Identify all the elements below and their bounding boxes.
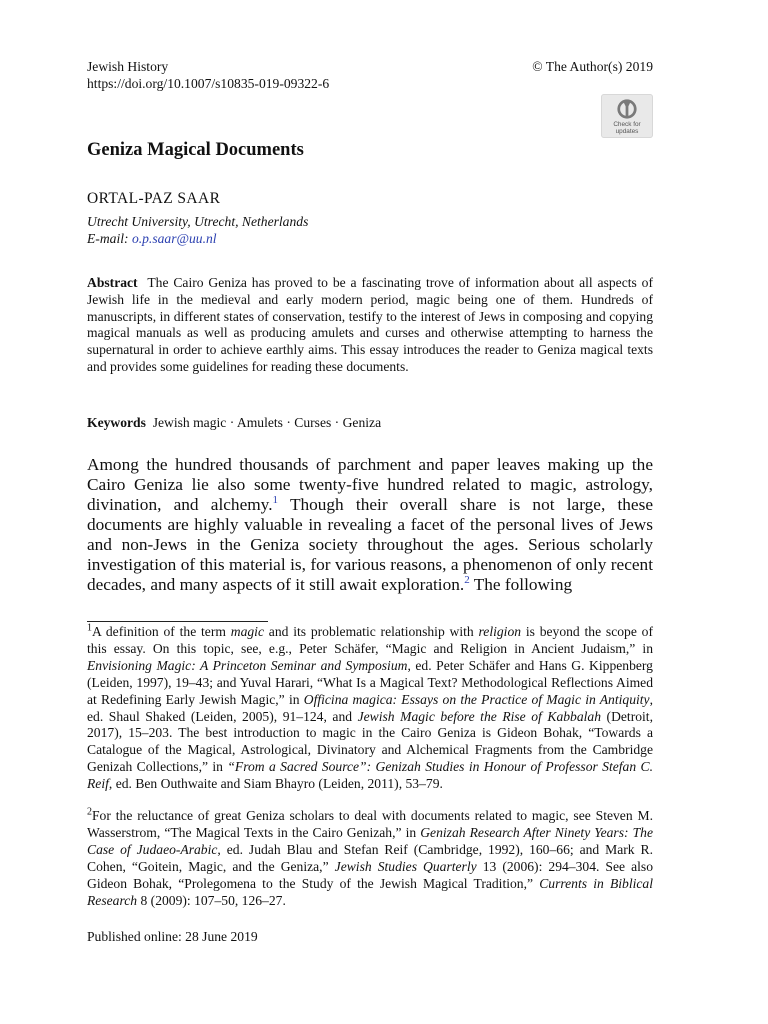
- footnote-text: , ed. Ben Outhwaite and Siam Bhayro (Leiden, 2011), 53–79.: [108, 776, 443, 792]
- body-text-3: The following: [469, 575, 573, 594]
- footnote-italic: Officina magica: Essays on the Practice of Magic in Antiquity: [303, 691, 650, 707]
- doi-link[interactable]: https://doi.org/10.1007/s10835-019-09322-6: [87, 76, 330, 91]
- footnote-text: , ed. Judah Blau and Stefan Reif (Cambridge, 1992), 160–66; and Mark R. Cohen, “Goitein, Magic, and the Geniza,”: [87, 841, 653, 874]
- footnote-text: is beyond the scope of this essay. On this topic, see, e.g., Peter Schäfer, “Magic and Religion in Ancient Judaism,” in: [87, 624, 653, 656]
- email-link[interactable]: o.p.saar@uu.nl: [131, 231, 217, 246]
- author-affiliation: Utrecht University, Utrecht, Netherlands: [87, 214, 309, 229]
- publication-date: Published online: 28 June 2019: [87, 929, 258, 944]
- footnote-text: , ed. Peter Schäfer and Hans G. Kippenberg (Leiden, 1997), 19–43; and Yuval Harari, “What Is a Magical Text? Methodological Reflections Aimed at Redefining Early Jewish Magic,” in: [87, 657, 653, 707]
- footnote-italic: Jewish Magic before the Rise of Kabbalah: [357, 708, 602, 724]
- email-label: E-mail:: [87, 231, 132, 246]
- footnote-number: 1: [87, 622, 92, 634]
- footnote-italic: Envisioning Magic: A Princeton Seminar and Symposium: [87, 657, 408, 673]
- abstract-label: Abstract: [87, 275, 138, 290]
- footnote-1: [87, 624, 653, 793]
- footnote-italic: religion: [478, 624, 522, 639]
- footnote-text: (Detroit, 2017), 15–203. The best introduction to magic in the Cairo Geniza is Gideon Bohak, “Towards a Catalogue of the Magical, Astrological, Divinatory and Alchemical Fragments from the Cambridge Genizah Collections,” in: [87, 708, 653, 775]
- article-title: Geniza Magical Documents: [87, 140, 304, 160]
- footnote-italic: magic: [230, 624, 264, 639]
- footnote-text: 13 (2006): 294–304. See also Gideon Bohak, “Prolegomena to the Study of the Jewish Magical Tradition,”: [87, 858, 654, 891]
- footnote-italic: Jewish Studies Quarterly: [334, 858, 477, 874]
- footnote-ref-2[interactable]: 2: [464, 574, 470, 587]
- article-page: [87, 0, 653, 1024]
- footnote-ref-1[interactable]: 1: [272, 494, 279, 507]
- footnote-divider: [87, 621, 268, 622]
- body-paragraph: [87, 455, 653, 595]
- footnote-italic: “From a Sacred Source”: Genizah Studies in Honour of Professor Stefan C. Reif: [87, 759, 653, 792]
- keywords-list: Jewish magic · Amulets · Curses · Geniza: [152, 415, 382, 430]
- copyright-notice: © The Author(s) 2019: [532, 59, 653, 74]
- abstract-text: The Cairo Geniza has proved to be a fascinating trove of information about all aspects of Jewish life in the medieval and early modern period, magic being one of them. Hundreds of manuscripts, in different states of conservation, testify to the interest of Jews in composing and copying magical manuals as well as producing amulets and curses and otherwise attempting to harness the supernatural in order to achieve earthly aims. This essay introduces the reader to Geniza magical texts and provides some guidelines for reading these documents.: [87, 275, 653, 374]
- footnote-text: and its problematic relationship with: [263, 624, 479, 639]
- check-for-updates-label: Check for updates: [613, 121, 641, 135]
- journal-header: [87, 58, 329, 92]
- check-for-updates-badge[interactable]: [601, 94, 653, 138]
- keywords-label: Keywords: [87, 415, 146, 430]
- body-text-1: Among the hundred thousands of parchment and paper leaves making up the Cairo Geniza lie also some twenty-five hundred related to magic, astrology, divination, and alchemy.: [87, 455, 653, 514]
- footnote-2: [87, 808, 653, 909]
- journal-name: Jewish History: [87, 59, 169, 74]
- footnote-number: 2: [87, 806, 92, 818]
- author-name: ORTAL-PAZ SAAR: [87, 190, 221, 207]
- footnote-text: For the reluctance of great Geniza scholars to deal with documents related to magic, see Steven M. Wasserstrom, “The Magical Texts in the Cairo Genizah,” in: [87, 808, 653, 840]
- check-for-updates-icon: [616, 98, 638, 120]
- footnote-text: 8 (2009): 107–50, 126–27.: [137, 892, 286, 908]
- footnote-text: , ed. Shaul Shaked (Leiden, 2005), 91–124, and: [87, 691, 653, 724]
- body-text-2: Though their overall share is not large, these documents are highly valuable in revealing a facet of the personal lives of Jews and non-Jews in the Geniza society throughout the ages. Serious scholarly investigation of this material is, for various reasons, a phenomenon of only recent decades, and many aspects of it still await exploration.: [87, 495, 653, 594]
- footnote-italic: Currents in Biblical Research: [87, 875, 653, 908]
- keywords: [87, 414, 381, 431]
- footnote-italic: Genizah Research After Ninety Years: The Case of Judaeo-Arabic: [87, 824, 653, 857]
- abstract: [87, 275, 653, 376]
- footnote-text: A definition of the term: [92, 624, 231, 639]
- author-email: [87, 230, 217, 247]
